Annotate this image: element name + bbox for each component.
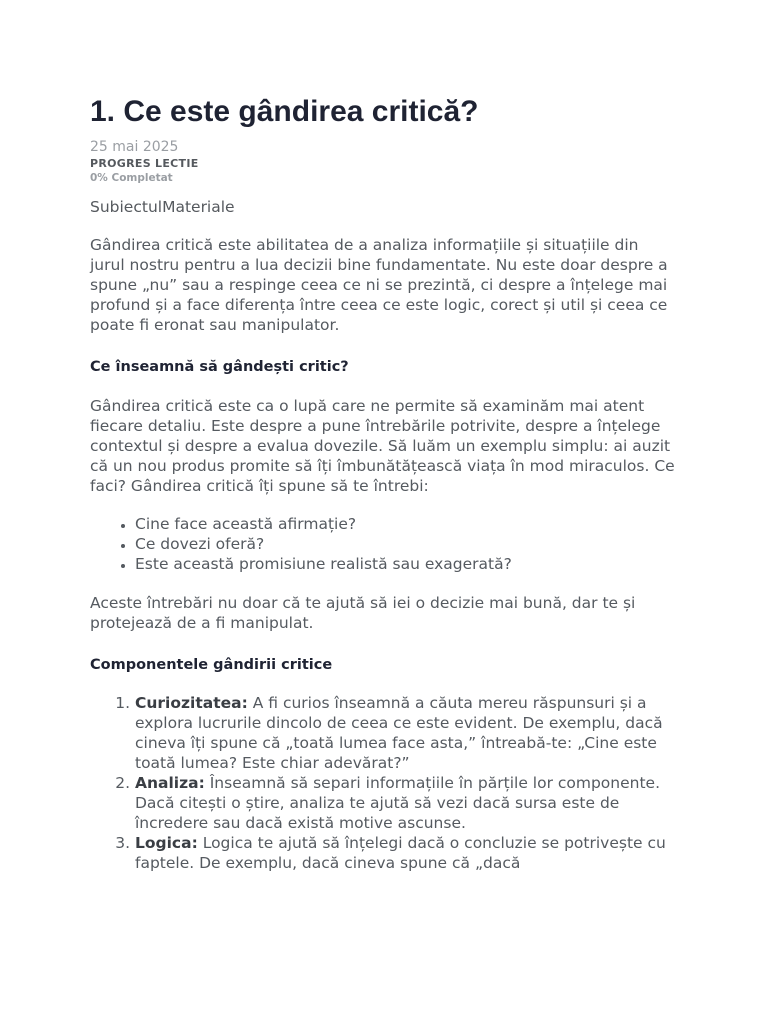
list-item bbox=[135, 833, 678, 873]
component-term: Analiza: bbox=[135, 774, 205, 792]
page-title: 1. Ce este gândirea critică? bbox=[90, 95, 479, 128]
tab-subiectul[interactable]: Subiectul bbox=[90, 198, 163, 216]
section-heading-2: Componentele gândirii critice bbox=[90, 657, 333, 673]
list-item: • Cine face această afirmație? bbox=[135, 514, 678, 534]
component-text: A fi curios înseamnă a căuta mereu răspunsuri și a explora lucrurile dincolo de ceea ce este evident. De exemplu, dacă cineva îți spune că „toată lumea face asta,” întreabă-te: „Cine este toată lumea? Este chiar adevărat?” bbox=[135, 694, 663, 772]
list-item bbox=[135, 773, 678, 833]
component-text: Logica te ajută să înțelegi dacă o concluzie se potrivește cu faptele. De exemplu, dacă cineva spune că „dacă bbox=[135, 834, 666, 872]
progress-value: 0% Completat bbox=[90, 172, 173, 184]
list-item: • Este această promisiune realistă sau exagerată? bbox=[135, 554, 678, 574]
component-term: Curiozitatea: bbox=[135, 694, 248, 712]
paragraph-2: Gândirea critică este ca o lupă care ne permite să examinăm mai atent fiecare detaliu. Este despre a pune întrebările potrivite, despre a înțelege contextul și despre a evalua dovezile. Să luăm un exemplu simplu: ai auzit că un nou produs promite să îți îmbunătățească viața în mod miraculos. Ce faci? Gândirea critică îți spune să te întrebi: bbox=[90, 397, 675, 495]
section-heading-1: Ce înseamnă să gândești critic? bbox=[90, 359, 349, 375]
lesson-tabs bbox=[90, 197, 678, 217]
component-term: Logica: bbox=[135, 834, 198, 852]
list-item bbox=[135, 693, 678, 773]
publish-date: 25 mai 2025 bbox=[90, 139, 179, 155]
progress-label: PROGRES LECTIE bbox=[90, 157, 199, 170]
intro-paragraph: Gândirea critică este abilitatea de a analiza informațiile și situațiile din jurul nostru pentru a lua decizii bine fundamentate. Nu este doar despre a spune „nu” sau a respinge ceea ce ni se prezintă, ci despre a înțelege mai profund și a face diferența între ceea ce este logic, corect și util și ceea ce poate fi eronat sau manipulator. bbox=[90, 236, 668, 334]
component-text: Înseamnă să separi informațiile în părțile lor componente. Dacă citești o știre, analiza te ajută să vezi dacă sursa este de încredere sau dacă există motive ascunse. bbox=[135, 774, 661, 832]
list-item: • Ce dovezi oferă? bbox=[135, 534, 678, 554]
components-list bbox=[90, 693, 678, 873]
question-list bbox=[90, 514, 678, 574]
paragraph-3: Aceste întrebări nu doar că te ajută să iei o decizie mai bună, dar te și protejează de a fi manipulat. bbox=[90, 594, 636, 632]
tab-materiale[interactable]: Materiale bbox=[162, 198, 235, 216]
